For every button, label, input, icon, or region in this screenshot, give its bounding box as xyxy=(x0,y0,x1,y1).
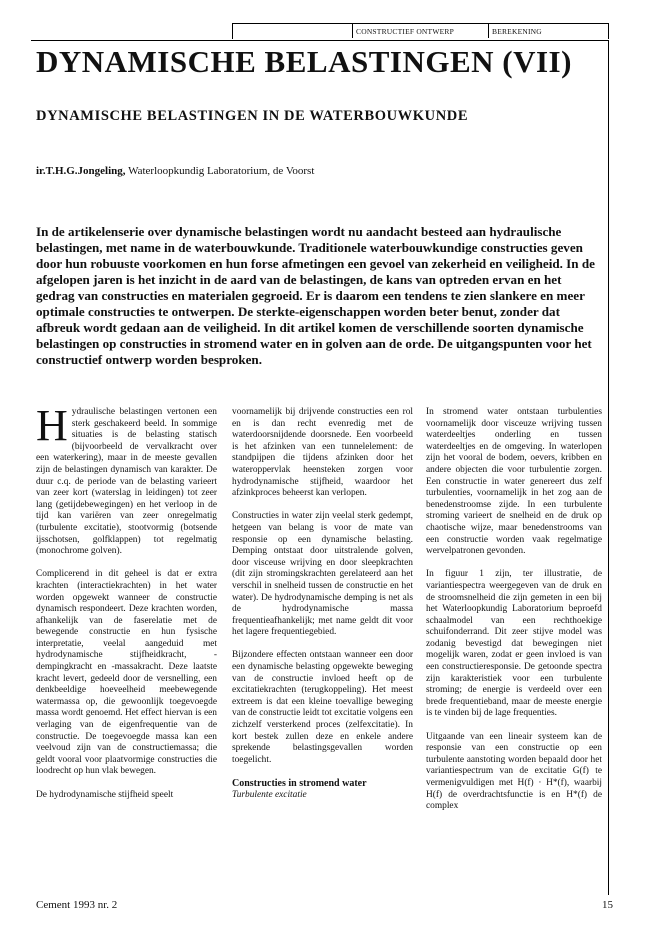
article-title: DYNAMISCHE BELASTINGEN (VII) xyxy=(36,44,572,79)
body-column-3 xyxy=(426,407,602,824)
paragraph: Complicerend in dit geheel is dat er extra krachten (interactiekrachten) in het water worden opgewekt wanneer de constructie dynamisch respondeert. Deze krachten worden, afhankelijk van de faserelatie met de bewegende constructie en hun fysische interpretatie, veelal aangeduid met hydrodynamische stijfheidkracht, -dempingkracht en -massakracht. Deze laatste kracht levert, gedeeld door de versnelling, een denkbeeldige hoeveelheid meebewegende watermassa op, die gewoonlijk toegevoegde massa wordt genoemd. Het effect hiervan is een verlaging van de eigenfrequentie van de constructie. De toegevoegde massa kan een veelvoud zijn van de constructiemassa; die geldt vooral voor plaatvormige constructies die loodrecht op hun vlak bewegen. xyxy=(36,569,217,777)
byline xyxy=(36,165,314,177)
header-category-tab: BEREKENING xyxy=(492,26,542,36)
drop-cap: H xyxy=(36,401,68,450)
header-section-tab: CONSTRUCTIEF ONTWERP xyxy=(352,24,489,38)
page-number: 15 xyxy=(602,899,613,911)
body-column-2 xyxy=(232,407,413,801)
paragraph: Bijzondere effecten ontstaan wanneer een door een dynamische belasting opgewekte beweging van de constructie invloed heeft op de excitatiekrachten (terugkoppeling). Het meest extreem is dat een kleine toevallige beweging van de constructie leidt tot excitatie volgens een zichzelf versterkend proces (zelfexcitatie). In kort bestek zullen deze en enkele andere sprekende belastingsgevallen worden toegelicht. xyxy=(232,650,413,765)
side-rule xyxy=(608,40,609,895)
header-corner-left xyxy=(232,23,233,39)
paragraph: Uitgaande van een lineair systeem kan de responsie van een constructie op een turbulente aanstoting worden bepaald door het variantiespectrum van de excitatie G(f) te vermenigvuldigen met H(f) · H*(f), waarbij H(f) de overdrachtsfunctie is en H*(f) de complex xyxy=(426,731,602,812)
section-subheading: Turbulente excitatie xyxy=(232,789,307,800)
article-subtitle: DYNAMISCHE BELASTINGEN IN DE WATERBOUWKUNDE xyxy=(36,108,469,124)
paragraph: De hydrodynamische stijfheid speelt xyxy=(36,789,174,800)
paragraph: voornamelijk bij drijvende constructies een rol en is dan recht evenredig met de waterdoorsnijdende doorsnede. Een voorbeeld is het afzinken van een tunnelelement: de standpijpen die tijdens afzinken door het wateroppervlak heensteken zorgen voor hydrodynamische stijfheid, waardoor het afzinkproces beheerst kan verlopen. xyxy=(232,407,413,499)
author-affiliation: Waterloopkundig Laboratorium, de Voorst xyxy=(125,165,315,177)
body-column-1 xyxy=(36,401,217,813)
header-corner-right xyxy=(608,23,609,39)
lead-paragraph: In de artikelenserie over dynamische belastingen wordt nu aandacht besteed aan hydraulische belastingen, met name in de waterbouwkunde. Traditionele waterbouwkundige constructies geven door hun robuuste voorkomen en hun forse afmetingen een gevoel van zekerheid en veiligheid. In de afgelopen jaren is het inzicht in de aard van de belastingen, de kans van optreden ervan en het gedrag van constructies en materialen gegroeid. Er is daarom een tendens te zien slankere en meer optimale constructies te ontwerpen. De sterkte-eigenschappen worden beter benut, zonder dat afbreuk wordt gedaan aan de veiligheid. In dit artikel komen de verschillende soorten dynamische belastingen op constructies in stromend water en in golven aan de orde. De uitgangspunten voor het constructief ontwerp worden besproken. xyxy=(36,224,595,367)
journal-issue: Cement 1993 nr. 2 xyxy=(36,899,118,911)
top-rule xyxy=(31,40,608,41)
paragraph: In figuur 1 zijn, ter illustratie, de variantiespectra weergegeven van de druk en de stroomsnelheid die zijn gemeten in een bij het Waterloopkundig Laboratorium beproefd schaalmodel van een rechthoekige schuifonderrand. Dit zeer stijve model was zodanig bevestigd dat bewegingen niet mogelijk waren, zodat er geen invloed is van een constructieresponsie. De getoonde spectra zijn karakteristiek voor een turbulente stroming; de energie is verdeeld over een brede frequentieband, maar de meeste energie is te vinden bij de lage frequenties. xyxy=(426,569,602,719)
paragraph: In stromend water ontstaan turbulenties voornamelijk door visceuze wrijving tussen waterdeeltjes onderling en tussen waterdeeltjes en de omgeving. In waterlopen zijn het vooral de bodem, oevers, kribben en andere objecten die voor turbulentie zorgen. Een constructie in water genereert dus zelf turbulenties, voornamelijk in het zog aan de benedenstroomse zijde. In een turbulente stroming varieert de snelheid en de druk op chaotische wijze, maar benedenstrooms van een constructie worden vaak regelmatige wervelpatronen gevonden. xyxy=(426,407,602,557)
paragraph: ydraulische belastingen vertonen een sterk geschakeerd beeld. In sommige situaties is de belasting statisch (bijvoorbeeld de vervalkracht over een waterkering), maar in de meeste gevallen zijn de belastingen dynamisch van karakter. De duur c.q. de periode van de belasting varieert van zeer kort (waterslag in leidingen) tot zeer lang (getijdebewegingen) en het verloop in de tijd kan variëren van zeer onregelmatig (turbulente excitatie), stootvormig (botsende ijsschotsen, golfklappen) tot regelmatig (monochrome golven). xyxy=(36,407,217,557)
paragraph: Constructies in water zijn veelal sterk gedempt, hetgeen van belang is voor de mate van responsie op een dynamische belasting. Demping ontstaat door uitstralende golven, door visceuse wrijving en door sleepkrachten (dit zijn stromingskrachten gerelateerd aan het verschil in snelheid tussen de constructie en het water). De hydrodynamische demping is net als de hydrodynamische massa frequentieafhankelijk; met name geldt dit voor het lagere frequentiegebied. xyxy=(232,511,413,638)
author-name: ir.T.H.G.Jongeling, xyxy=(36,165,126,177)
section-heading: Constructies in stromend water xyxy=(232,778,367,789)
